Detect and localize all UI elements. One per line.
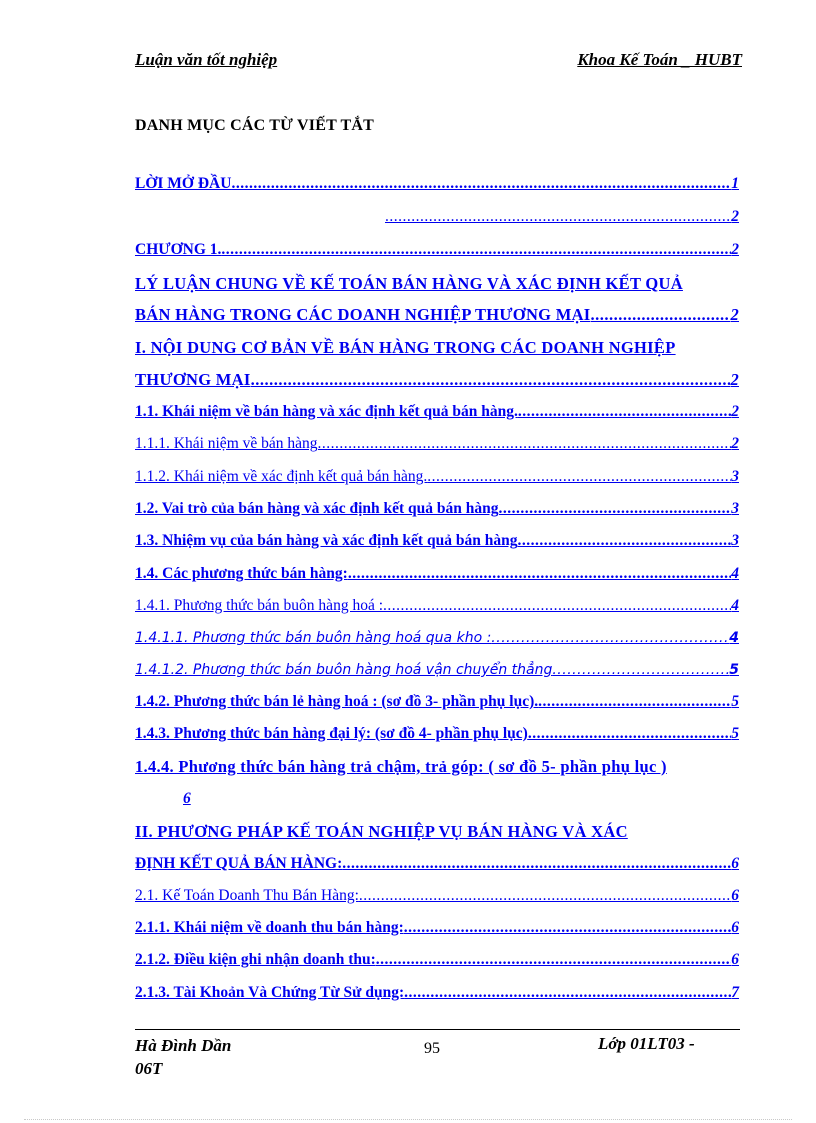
page-bottom-border	[24, 1119, 792, 1120]
footer-author-line2: 06T	[135, 1059, 163, 1078]
footer-divider	[135, 1029, 740, 1030]
toc-entry[interactable]: 1.1. Khái niệm về bán hàng và xác định kết quả bán hàng. ..... 2	[135, 402, 739, 422]
toc-entry[interactable]: 2.1.1. Khái niệm về doanh thu bán hàng: ..... 6	[135, 918, 739, 938]
toc-entry[interactable]: 1.4. Các phương thức bán hàng: ..... 4	[135, 564, 739, 584]
toc-entry[interactable]: 1.4.2. Phương thức bán lẻ hàng hoá : (sơ đồ 3- phần phụ lục). ..... 5	[135, 692, 739, 712]
toc-entry[interactable]: ..... 2	[135, 207, 739, 227]
header-left: Luận văn tốt nghiệp	[135, 50, 278, 69]
page-title: DANH MỤC CÁC TỪ VIẾT TẮT	[135, 117, 375, 134]
toc-entry[interactable]: 1.1.1. Khái niệm về bán hàng ..... 2	[135, 434, 739, 454]
toc-entry[interactable]: 2.1.3. Tài Khoản Và Chứng Từ Sử dụng: ..... 7	[135, 983, 739, 1003]
toc-entry[interactable]: 1.4.1. Phương thức bán buôn hàng hoá : ..... 4	[135, 596, 739, 616]
toc-entry[interactable]: 1.1.2. Khái niệm về xác định kết quả bán hàng. ..... 3	[135, 467, 739, 487]
toc-entry[interactable]: CHƯƠNG 1. ..... 2	[135, 240, 739, 260]
footer-author-line1: Hà Đình Dần	[135, 1036, 232, 1055]
page-number: 95	[424, 1040, 440, 1057]
footer-author	[135, 1034, 231, 1080]
toc-entry[interactable]: 1.3. Nhiệm vụ của bán hàng và xác định kết quả bán hàng ..... 3	[135, 531, 739, 551]
toc-entry[interactable]: 1.4.1.1. Phương thức bán buôn hàng hoá qua kho : ..... 4	[135, 628, 739, 648]
toc-entry[interactable]: I. NỘI DUNG CƠ BẢN VỀ BÁN HÀNG TRONG CÁC DOANH NGHIỆP	[135, 338, 676, 357]
toc-entry[interactable]: 2.1. Kế Toán Doanh Thu Bán Hàng: ..... 6	[135, 886, 739, 906]
toc-entry[interactable]: II. PHƯƠNG PHÁP KẾ TOÁN NGHIỆP VỤ BÁN HÀNG VÀ XÁC	[135, 822, 628, 841]
toc-entry[interactable]: 2.1.2. Điều kiện ghi nhận doanh thu: ..... 6	[135, 950, 739, 970]
toc-entry[interactable]: BÁN HÀNG TRONG CÁC DOANH NGHIỆP THƯƠNG MẠI ..... 2	[135, 305, 739, 325]
toc-entry[interactable]: 1.4.3. Phương thức bán hàng đại lý: (sơ đồ 4- phần phụ lục) ..... 5	[135, 724, 739, 744]
toc-entry[interactable]: ĐỊNH KẾT QUẢ BÁN HÀNG: ..... 6	[135, 854, 739, 874]
toc-entry[interactable]: LỜI MỞ ĐẦU ..... 1	[135, 174, 739, 194]
toc-entry[interactable]: 1.4.4. Phương thức bán hàng trả chậm, trả góp: ( sơ đồ 5- phần phụ lục )	[135, 757, 667, 776]
toc-entry[interactable]: THƯƠNG MẠI ..... 2	[135, 370, 739, 390]
footer-class: Lớp 01LT03 -	[598, 1034, 695, 1053]
toc-entry[interactable]: 1.2. Vai trò của bán hàng và xác định kết quả bán hàng ..... 3	[135, 499, 739, 519]
toc-entry[interactable]: LÝ LUẬN CHUNG VỀ KẾ TOÁN BÁN HÀNG VÀ XÁC ĐỊNH KẾT QUẢ	[135, 274, 683, 293]
toc-entry[interactable]: 1.4.1.2. Phương thức bán buôn hàng hoá vận chuyển thẳng ..... 5	[135, 660, 739, 680]
header-right: Khoa Kế Toán _ HUBT	[577, 50, 742, 69]
toc-entry[interactable]: 6	[183, 790, 191, 807]
